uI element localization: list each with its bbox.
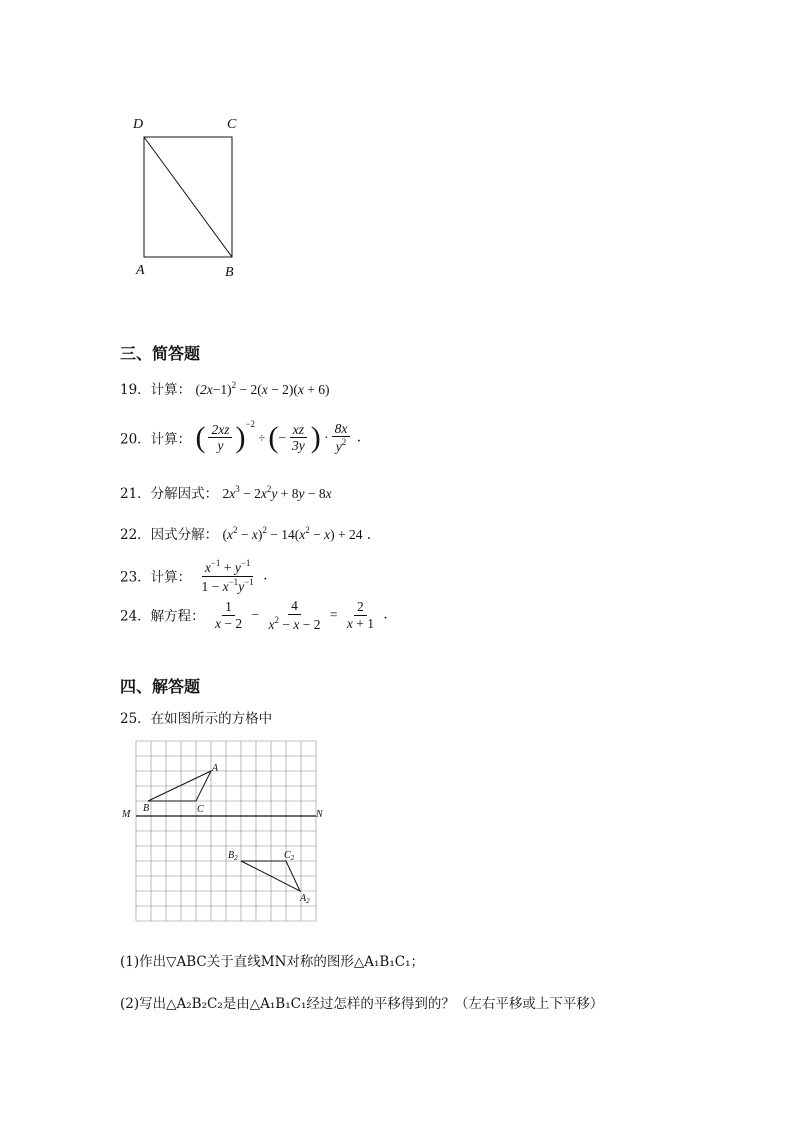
question-25-part-2: (2)写出△A₂B₂C₂是由△A₁B₁C₁经过怎样的平移得到的？（左右平移或上下平移） [120,996,604,1012]
grid-label-c2: $C_2$ [284,850,295,862]
section-heading-short-answer: 三、简答题 [120,344,201,363]
question-22 [120,523,371,543]
label-c: C [227,117,237,132]
question-23-number: 23．计算： [120,569,192,586]
question-24-number: 24．解方程： [120,608,205,625]
question-20-period: . [356,429,362,446]
question-22-period: . [366,527,372,543]
grid-label-c: C [197,804,204,815]
question-20 [120,419,361,455]
grid-label-n: N [316,809,323,820]
question-22-number: 22．因式分解： [120,527,219,543]
question-21-expression: $2x^3 - 2x^2y + 8y - 8x$ [222,484,332,501]
rectangle-diagram [130,115,250,285]
rectangle-figure [130,115,250,285]
question-23-period: . [263,567,268,584]
label-b: B [225,265,234,280]
grid-label-m: M [122,809,131,820]
grid-label-b2: $B_2$ [228,850,238,862]
grid-label-b: B [143,803,150,814]
question-23-expression: $\frac{x^{-1} + y^{-1}}{1 - x^{-1}y^{-1}}$ [201,558,254,594]
question-19-expression: $(2x-1)^2 - 2(x - 2)(x + 6)$ [195,380,330,397]
question-23 [120,558,267,594]
grid-label-a2: $A_2$ [300,893,310,905]
question-25: 25．在如图所示的方格中 [120,711,273,727]
question-19 [120,378,329,398]
label-d: D [133,117,144,132]
question-19-number: 19．计算： [120,382,192,398]
question-22-expression: $(x^2 - x)^2 - 14(x^2 - x) + 24$ [222,525,363,542]
question-24-expression: $\frac{1}{x - 2}$ − $\frac{4}{x^2 - x - 2}$ = $\frac{2}{x + 1}$ [214,598,374,632]
grid-figure [118,738,338,928]
question-20-number: 20．计算： [120,431,192,448]
question-21-number: 21．分解因式： [120,486,219,502]
question-21 [120,482,332,502]
question-25-part-1: (1)作出▽ABC关于直线MN对称的图形△A₁B₁C₁； [120,954,425,970]
question-20-expression: ( $\frac{2xz}{y}$ )$^{-2}$ ÷ (− $\frac{xz}{3y}$ ) · $\frac{8x}{y^2}$ [195,429,356,444]
grid-label-a: A [212,763,219,774]
section-heading-problems: 四、解答题 [120,677,201,696]
question-24-period: . [383,606,388,623]
label-a: A [136,263,145,278]
question-24 [120,598,388,632]
